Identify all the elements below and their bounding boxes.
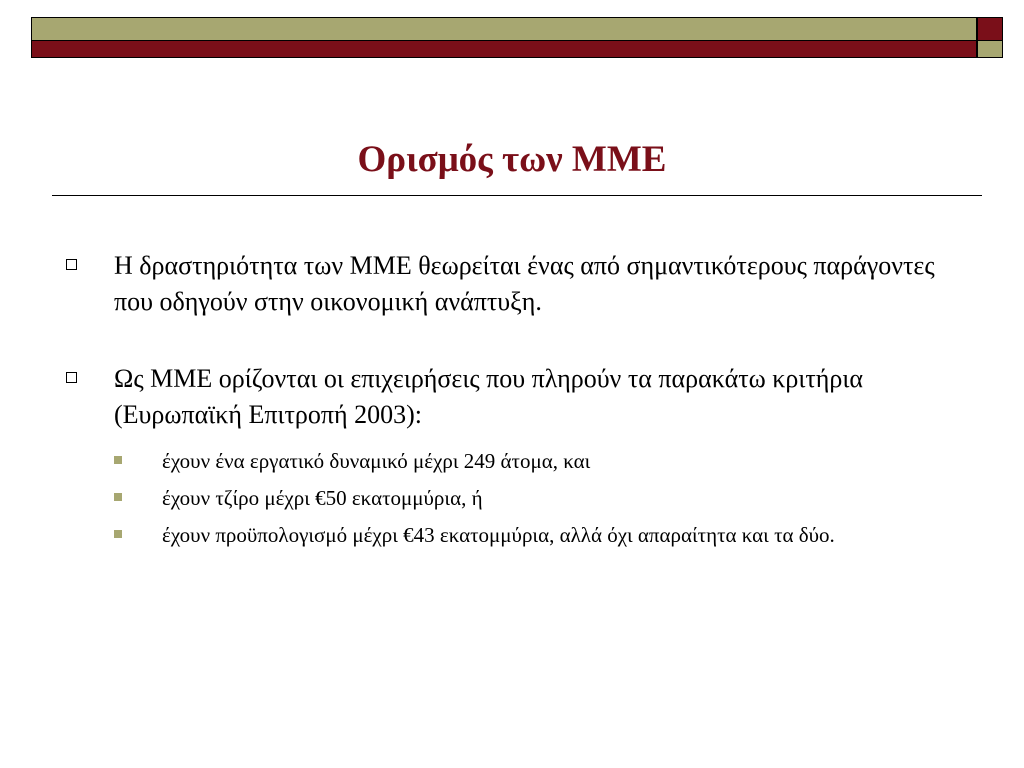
filled-square-bullet-icon [114, 456, 122, 464]
header-square-bottom [977, 41, 1003, 58]
sub-bullet-text: έχουν ένα εργατικό δυναμικό μέχρι 249 άτομα, και [162, 449, 591, 473]
sub-bullet-text: έχουν τζίρο μέχρι €50 εκατομμύρια, ή [162, 486, 483, 510]
bullet-text: Η δραστηριότητα των ΜΜΕ θεωρείται ένας από σημαντικότερους παράγοντες που οδηγούν στην οικονομική ανάπτυξη. [114, 251, 935, 316]
sub-bullet-item [114, 446, 974, 477]
sub-bullet-text: έχουν προϋπολογισμό μέχρι €43 εκατομμύρια, αλλά όχι απαραίτητα και τα δύο. [162, 523, 835, 547]
slide-title: Ορισμός των ΜΜΕ [357, 139, 667, 180]
bullet-text: Ως ΜΜΕ ορίζονται οι επιχειρήσεις που πληρούν τα παρακάτω κριτήρια (Ευρωπαϊκή Επιτροπή 2003): [114, 364, 863, 429]
hollow-square-bullet-icon [66, 259, 77, 270]
sub-bullet-list [114, 446, 974, 551]
header-bar-top [31, 17, 977, 41]
hollow-square-bullet-icon [66, 372, 77, 383]
sub-bullet-item [114, 483, 974, 514]
sub-bullet-item [114, 520, 974, 551]
header-square-top [977, 17, 1003, 41]
filled-square-bullet-icon [114, 530, 122, 538]
bullet-item [64, 248, 974, 320]
bullet-item [64, 361, 974, 551]
bullet-list [64, 248, 974, 551]
title-divider [52, 195, 982, 196]
filled-square-bullet-icon [114, 493, 122, 501]
header-bar-bottom [31, 41, 977, 58]
